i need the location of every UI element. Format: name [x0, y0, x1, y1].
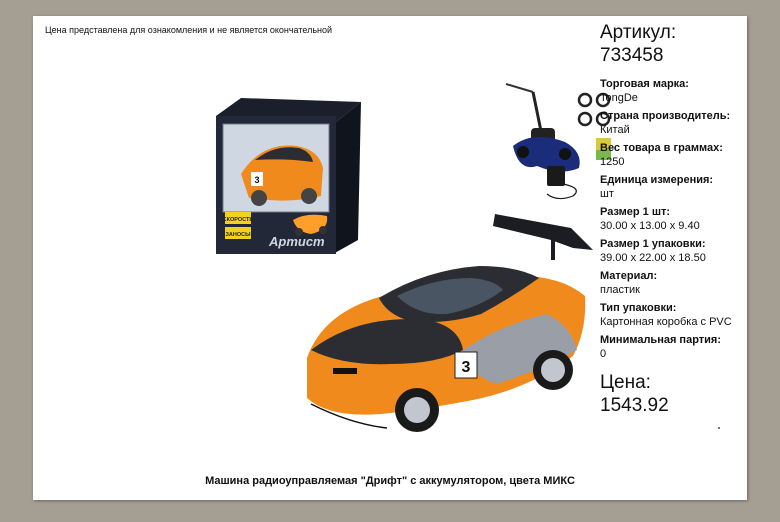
spec-name: Тип упаковки:	[600, 302, 677, 314]
spec-row-unit	[600, 173, 745, 201]
price-disclaimer: Цена представлена для ознакомления и не является окончательной	[45, 25, 333, 35]
spec-row-weight	[600, 141, 745, 169]
spec-row-min-batch	[600, 333, 745, 361]
product-title: Машина радиоуправляемая "Дрифт" с аккумулятором, цвета МИКС	[205, 475, 575, 487]
article-number: 733458	[600, 45, 664, 66]
spec-name: Вес товара в граммах:	[600, 142, 723, 154]
box-car-number: 3	[254, 175, 260, 185]
spec-row-brand	[600, 77, 745, 105]
spec-row-item-size	[600, 205, 745, 233]
decorative-dot	[718, 427, 720, 429]
spec-name: Минимальная партия:	[600, 334, 721, 346]
spec-value: Картонная коробка с PVC	[600, 316, 732, 328]
price-value: 1543.92	[600, 395, 669, 416]
spec-name: Размер 1 упаковки:	[600, 238, 706, 250]
spec-value: 1250	[600, 156, 625, 168]
spec-list	[600, 77, 745, 361]
spec-name: Торговая марка:	[600, 78, 689, 90]
car-number: 3	[461, 359, 471, 376]
price-block	[600, 371, 745, 417]
spec-value: 30.00 x 13.00 x 9.40	[600, 220, 700, 232]
product-sheet	[33, 16, 747, 500]
spec-name: Размер 1 шт:	[600, 206, 671, 218]
spec-value: TongDe	[600, 92, 638, 104]
spec-value: 39.00 x 22.00 x 18.50	[600, 252, 706, 264]
spec-value: пластик	[600, 284, 640, 296]
product-specs	[600, 21, 745, 417]
rc-car-image	[307, 214, 593, 432]
spec-row-package-size	[600, 237, 745, 265]
remote-control-image	[506, 84, 580, 172]
spec-row-country	[600, 109, 745, 137]
spec-row-material	[600, 269, 745, 297]
spec-name: Единица измерения:	[600, 174, 714, 186]
spec-row-package-type	[600, 301, 745, 329]
box-badge-drift: ЗАНОСЫ	[225, 232, 251, 238]
spec-name: Страна производитель:	[600, 110, 731, 122]
product-image	[211, 64, 611, 454]
spec-value: 0	[600, 348, 607, 360]
spec-value: шт	[600, 188, 614, 200]
price-label: Цена:	[600, 372, 651, 393]
article-label: Артикул:	[600, 22, 677, 43]
spec-name: Материал:	[600, 270, 658, 282]
box-badge-speed: СКОРОСТЬ	[222, 217, 254, 223]
spec-value: Китай	[600, 124, 630, 136]
charger-image	[547, 166, 576, 199]
product-box-image	[216, 98, 361, 254]
box-logo: Артист	[269, 234, 325, 249]
